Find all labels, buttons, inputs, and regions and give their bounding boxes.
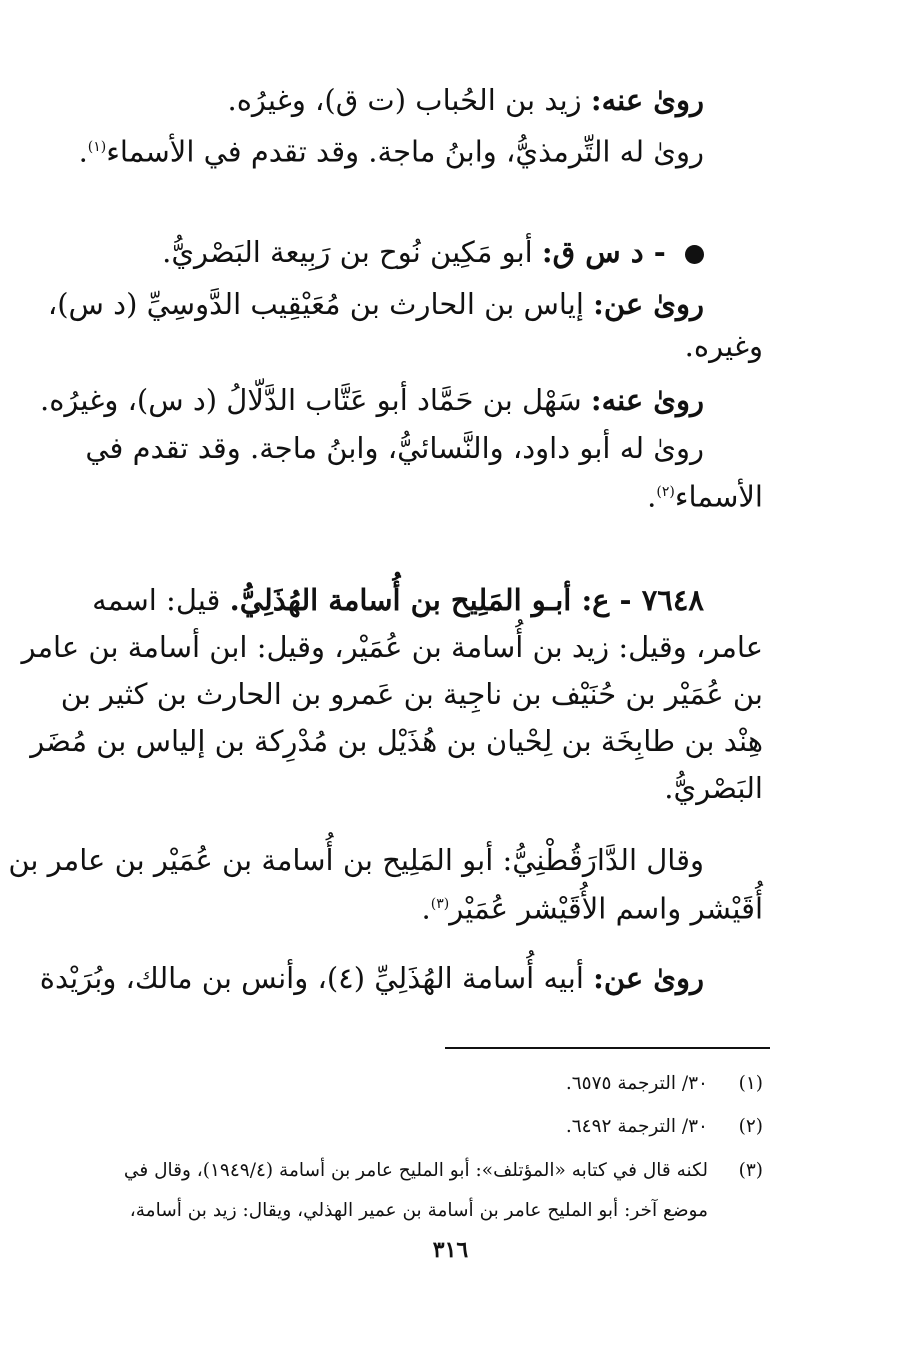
footnote-1-text: ٣٠/ الترجمة ٦٥٧٥. — [565, 1073, 708, 1094]
entry-7648-rawa-an-line — [40, 958, 704, 998]
nuh-rawa-lahu-line-1: روىٰ له أبو داود، والنَّسائيُّ، وابنُ ماجة. وقد تقدم في — [85, 431, 704, 465]
footnote-marker-2[interactable]: (٢) — [656, 484, 675, 500]
nuh-rawa-an-line — [48, 284, 704, 324]
rawa-an-label: روىٰ عن: — [593, 287, 704, 321]
entry-7648-line-4: هِنْد بن طابِخَة بن لِحْيان بن هُذَيْل بن مُدْرِكة بن إلياس بن مُضَر — [30, 724, 763, 758]
rawa-an-text: أبيه أُسامة الهُذَلِيِّ (٤)، وأنس بن مالك، وبُرَيْدة — [39, 961, 584, 995]
daraqutni-text: أُقَيْشر واسم الأُقَيْشر عُمَيْر — [449, 891, 763, 926]
entry-7648-line-3: بن عُمَيْر بن حُنَيْف بن ناجِية بن عَمرو بن الحارث بن كثير بن — [60, 677, 763, 711]
footnote-3-text: لكنه قال في كتابه «المؤتلف»: أبو المليح عامر بن أسامة (١٩٤٩/٤)، وقال في — [123, 1160, 708, 1181]
daraqutni-line-2 — [422, 884, 763, 929]
period: . — [78, 134, 88, 169]
entry-code: - د س ق: — [541, 235, 666, 269]
footnote-1-number: (١) — [738, 1073, 763, 1094]
footnote-3-number: (٣) — [738, 1160, 763, 1181]
period: . — [647, 479, 657, 514]
nuh-rawa-lahu-line-2 — [647, 472, 763, 517]
prev-rawa-anhu-line — [227, 80, 704, 120]
rawa-an-text: إياس بن الحارث بن مُعَيْقِيب الدَّوسِيِّ (د س)، — [47, 287, 584, 321]
period: . — [421, 891, 431, 926]
nuh-rawa-anhu-line — [40, 380, 704, 420]
nuh-heading-line — [162, 232, 704, 272]
rawa-an-label: روىٰ عن: — [593, 961, 704, 995]
rawa-anhu-text: زيد بن الحُباب (ت ق)، وغيرُه. — [227, 83, 582, 117]
page-number: ٣١٦ — [432, 1237, 469, 1263]
footnote-2-number: (٢) — [738, 1116, 763, 1137]
entry-7648-line-1-rest: قيل: اسمه — [92, 583, 221, 617]
footnote-marker-1[interactable]: (١) — [87, 139, 107, 155]
footnote-2-text: ٣٠/ الترجمة ٦٤٩٢. — [565, 1116, 708, 1137]
entry-7648-line-5: البَصْريُّ. — [664, 771, 763, 805]
entry-7648-line-1 — [92, 580, 704, 620]
bullet-icon — [685, 245, 704, 264]
footnote-separator — [445, 1047, 770, 1049]
nuh-rawa-an-cont: وغيره. — [684, 329, 763, 363]
rawa-lahu-text: روىٰ له التِّرمذيُّ، وابنُ ماجة. وقد تقدم في الأسماء — [106, 134, 704, 169]
rawa-anhu-label: روىٰ عنه: — [590, 83, 704, 117]
entry-name: أبو مَكِين نُوح بن رَبِيعة البَصْريُّ. — [162, 235, 533, 269]
entry-7648-line-2: عامر، وقيل: زيد بن أُسامة بن عُمَيْر، وقيل: ابن أسامة بن عامر — [21, 630, 763, 664]
prev-rawa-lahu-line — [79, 127, 704, 172]
rawa-lahu-text: الأسماء — [674, 479, 763, 514]
daraqutni-line-1: وقال الدَّارَقُطْنِيُّ: أبو المَلِيح بن أُسامة بن عُمَيْر بن عامر بن — [8, 843, 704, 877]
rawa-anhu-label: روىٰ عنه: — [590, 383, 704, 417]
footnote-marker-3[interactable]: (٣) — [430, 896, 450, 912]
rawa-anhu-text: سَهْل بن حَمَّاد أبو عَتَّاب الدَّلّالُ (د س)، وغيرُه. — [40, 383, 582, 417]
footnote-3-continuation: موضع آخر: أبو المليح عامر بن أسامة بن عمير الهذلي، ويقال: زيد بن أسامة، — [129, 1200, 708, 1221]
entry-7648-heading: ٧٦٤٨ - ع: أبـو المَلِيح بن أُسامة الهُذَلِيُّ. — [229, 583, 704, 617]
